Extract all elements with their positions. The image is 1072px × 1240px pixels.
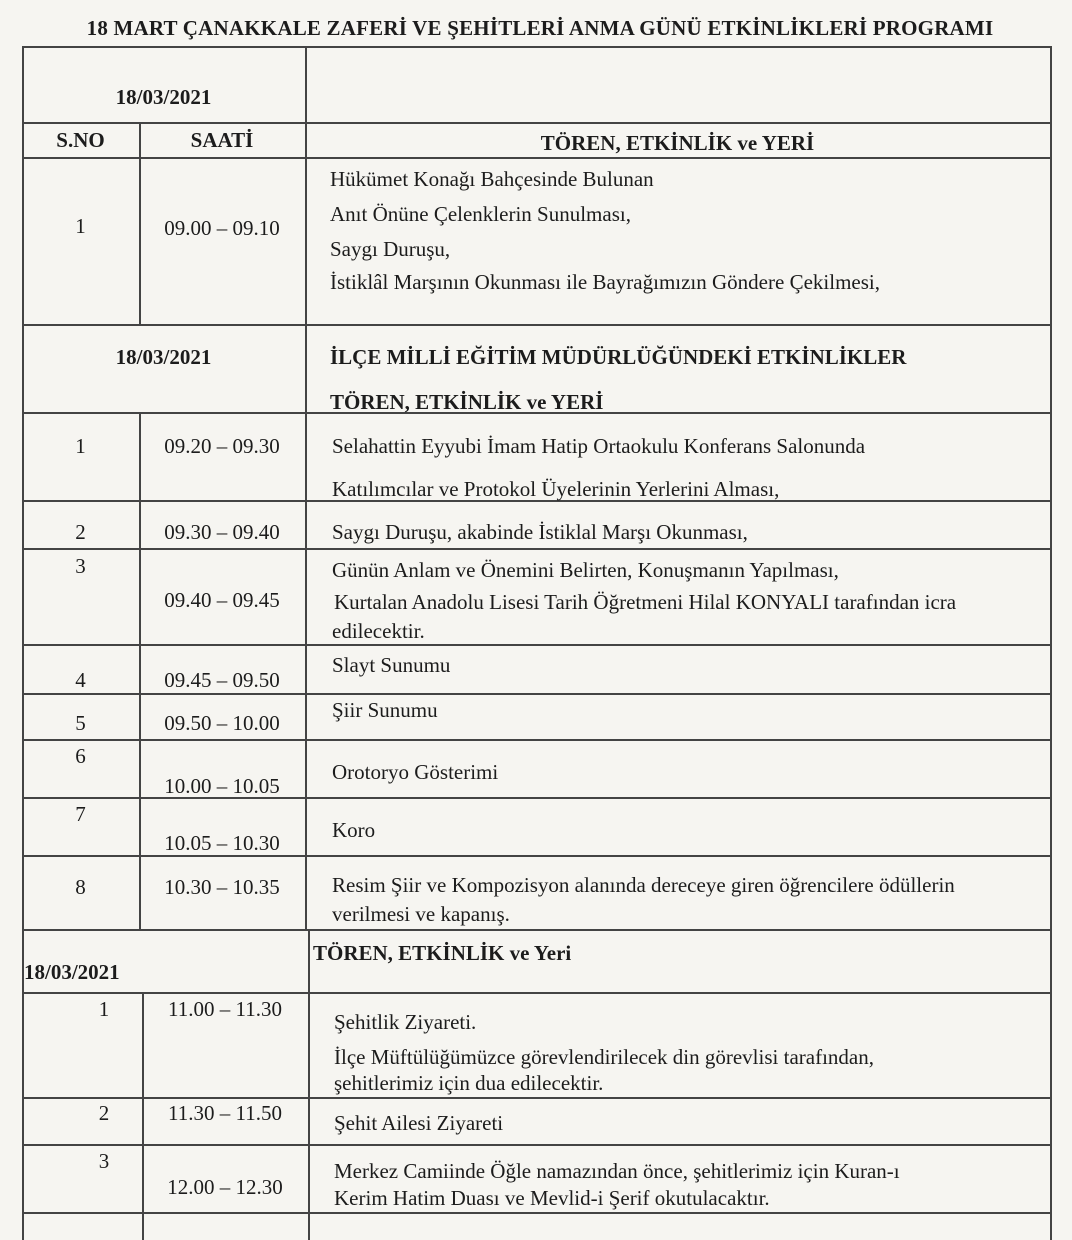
row-number: 3	[98, 1149, 110, 1173]
column-header-sno: S.NO	[56, 128, 105, 152]
event-line: Şehit Ailesi Ziyareti	[334, 1111, 504, 1135]
event-line: Günün Anlam ve Önemini Belirten, Konuşmanın Yapılması,	[332, 558, 839, 582]
event-line: Katılımcılar ve Protokol Üyelerinin Yerlerini Alması,	[332, 477, 780, 501]
event-line: İlçe Müftülüğümüzce görevlendirilecek din görevlisi tarafından,	[334, 1045, 874, 1069]
event-line: Şiir Sunumu	[332, 698, 438, 722]
row-time: 09.00 – 09.10	[164, 216, 280, 240]
row-time: 11.30 – 11.50	[168, 1101, 282, 1125]
event-line: verilmesi ve kapanış.	[332, 902, 510, 926]
event-line: Kerim Hatim Duası ve Mevlid-i Şerif okutulacaktır.	[334, 1186, 770, 1210]
row-time: 12.00 – 12.30	[167, 1175, 283, 1199]
row-number: 7	[75, 802, 86, 826]
event-line: Kurtalan Anadolu Lisesi Tarih Öğretmeni Hilal KONYALI tarafından icra	[334, 590, 957, 614]
section3-date: 18/03/2021	[24, 960, 120, 984]
event-line: şehitlerimiz için dua edilecektir.	[334, 1071, 604, 1095]
row-number: 3	[75, 554, 86, 578]
event-line: Hükümet Konağı Bahçesinde Bulunan	[330, 167, 654, 191]
event-line: Koro	[332, 818, 376, 842]
column-header-time: SAATİ	[190, 128, 254, 152]
row-time: 10.30 – 10.35	[164, 875, 280, 899]
row-time: 09.50 – 10.00	[164, 711, 280, 735]
section1-date: 18/03/2021	[115, 85, 212, 109]
event-line: Selahattin Eyyubi İmam Hatip Ortaokulu Konferans Salonunda	[332, 434, 866, 458]
row-time: 09.30 – 09.40	[164, 520, 280, 544]
event-line: Slayt Sunumu	[332, 653, 451, 677]
column-header-event: TÖREN, ETKİNLİK ve YERİ	[540, 131, 815, 155]
row-number: 1	[75, 434, 86, 458]
section2-subheading: TÖREN, ETKİNLİK ve YERİ	[330, 390, 604, 414]
row-number: 1	[75, 214, 86, 238]
row-number: 1	[98, 997, 110, 1021]
row-number: 8	[75, 875, 86, 899]
event-line: Anıt Önüne Çelenklerin Sunulması,	[330, 202, 631, 226]
row-time: 10.00 – 10.05	[164, 774, 280, 798]
event-line: Şehitlik Ziyareti.	[334, 1010, 477, 1034]
section3-heading: TÖREN, ETKİNLİK ve Yeri	[313, 941, 572, 965]
event-line: İstiklâl Marşının Okunması ile Bayrağımızın Göndere Çekilmesi,	[330, 270, 880, 294]
section2-date: 18/03/2021	[115, 345, 212, 369]
event-line: edilecektir.	[332, 619, 425, 643]
row-time: 11.00 – 11.30	[168, 997, 282, 1021]
event-line: Merkez Camiinde Öğle namazından önce, şehitlerimiz için Kuran-ı	[334, 1159, 900, 1183]
row-number: 2	[75, 520, 86, 544]
row-number: 5	[75, 711, 86, 735]
row-time: 09.20 – 09.30	[164, 434, 280, 458]
event-line: Saygı Duruşu,	[330, 237, 451, 261]
event-line: Saygı Duruşu, akabinde İstiklal Marşı Okunması,	[332, 520, 748, 544]
row-time: 10.05 – 10.30	[164, 831, 280, 855]
row-time: 09.40 – 09.45	[164, 588, 280, 612]
document-title: 18 MART ÇANAKKALE ZAFERİ VE ŞEHİTLERİ ANMA GÜNÜ ETKİNLİKLERİ PROGRAMI	[86, 16, 994, 40]
row-time: 09.45 – 09.50	[164, 668, 280, 692]
row-number: 4	[75, 668, 86, 692]
row-number: 2	[98, 1101, 110, 1125]
event-line: Resim Şiir ve Kompozisyon alanında dereceye giren öğrencilere ödüllerin	[332, 873, 955, 897]
section2-heading: İLÇE MİLLİ EĞİTİM MÜDÜRLÜĞÜNDEKİ ETKİNLİKLER	[330, 345, 907, 369]
event-line: Orotoryo Gösterimi	[332, 760, 499, 784]
row-number: 6	[75, 744, 86, 768]
